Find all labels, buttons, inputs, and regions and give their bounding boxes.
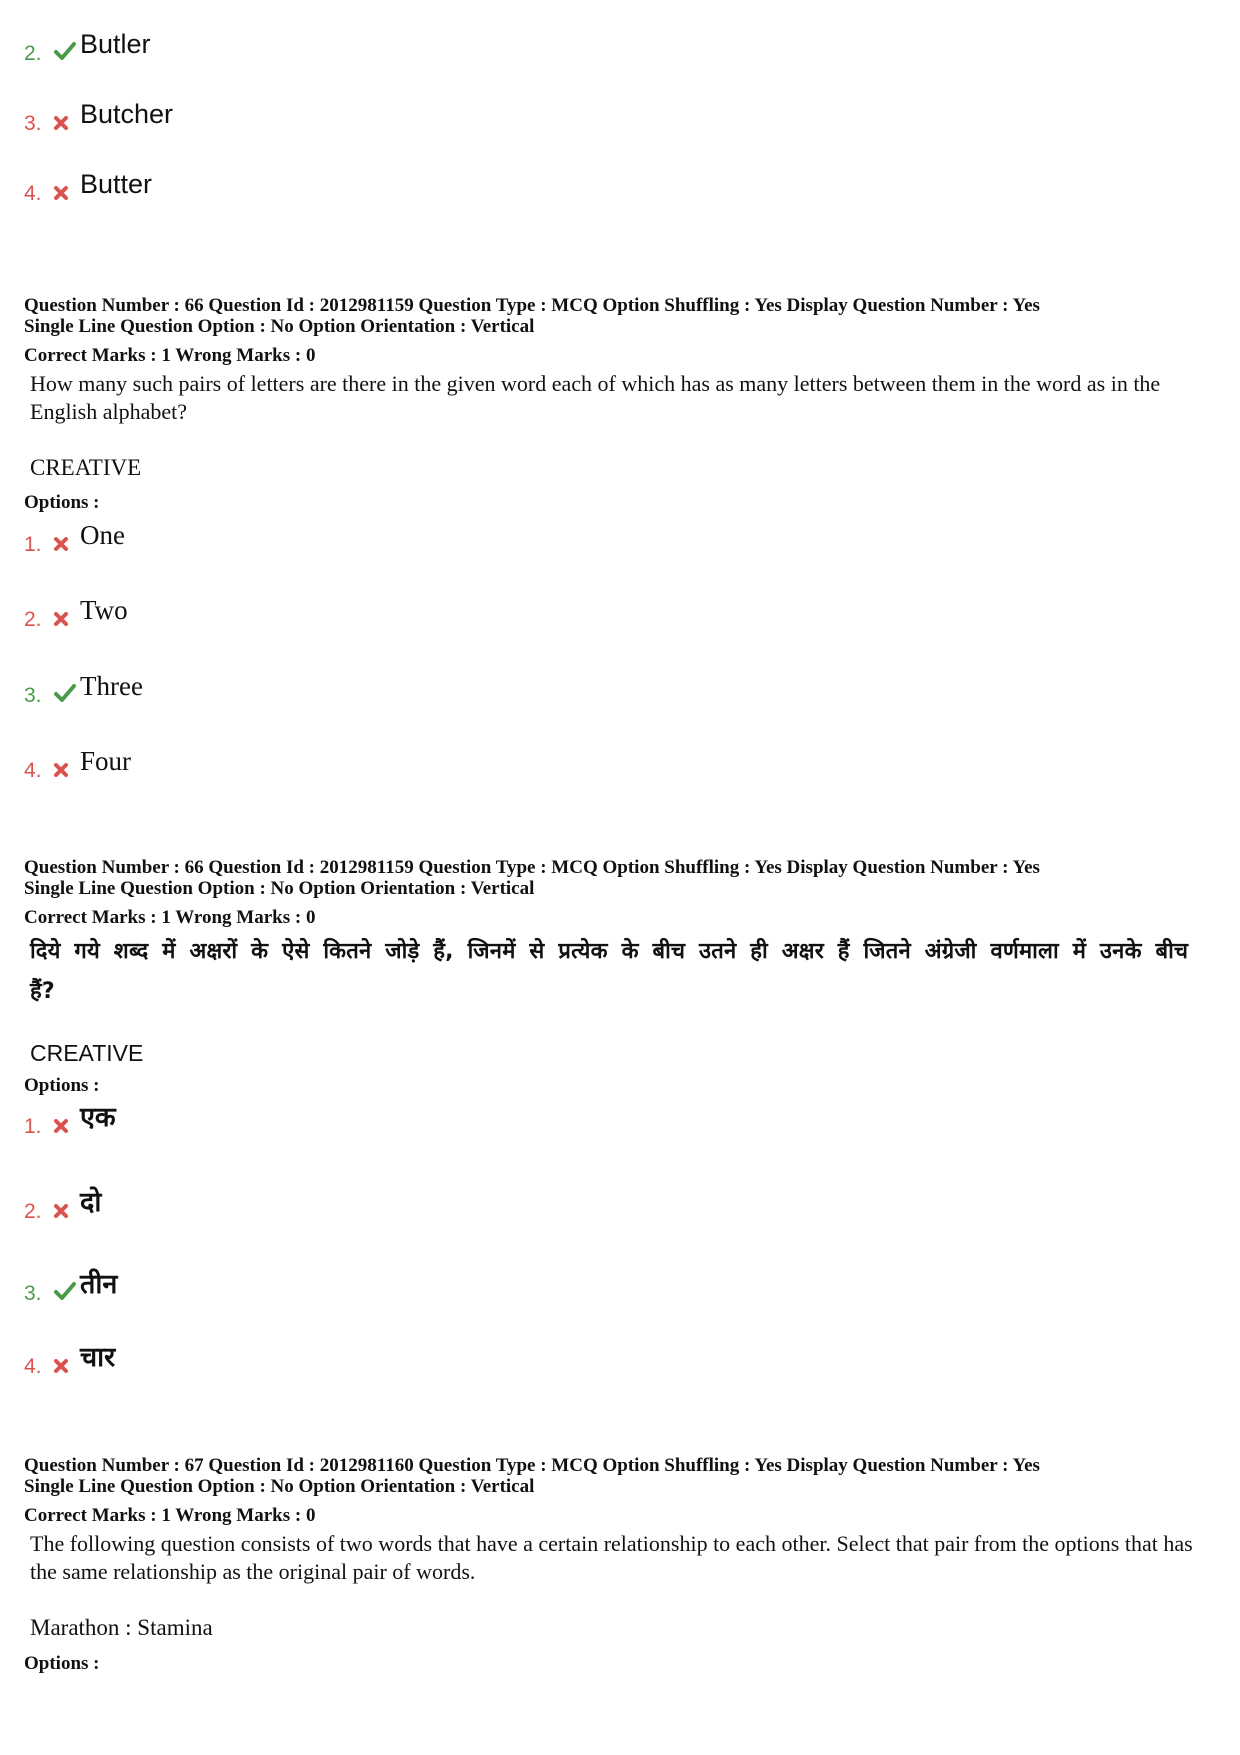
option-text: Butter — [80, 169, 153, 199]
question-meta: Single Line Question Option : No Option Orientation : Vertical — [24, 1476, 535, 1497]
question-text: दिये गये शब्द में अक्षरों के ऐसे कितने जोड़े हैं, जिनमें से प्रत्येक के बीच उतने ही अक्षर हैं जितने अंग्रेजी वर्णमाला में उनके बीच हैं? — [30, 939, 1189, 1004]
cross-icon — [54, 1359, 80, 1377]
option-number: 1. — [24, 1115, 42, 1138]
option-number: 4. — [24, 759, 42, 782]
question-text: The following question consists of two words that have a certain relationship to each other. Select that pair from the options that has the same relationship as the original pair of words. — [30, 1531, 1193, 1584]
option-row — [24, 94, 173, 134]
option-text: Butcher — [80, 99, 174, 129]
cross-icon — [54, 186, 80, 204]
cross-icon — [54, 537, 80, 555]
question-meta: Single Line Question Option : No Option Orientation : Vertical — [24, 316, 535, 337]
cross-icon — [54, 116, 80, 134]
option-row — [24, 666, 143, 706]
option-text: One — [80, 520, 125, 550]
option-text: दो — [80, 1187, 102, 1218]
option-text: Butler — [80, 29, 151, 59]
question-text: How many such pairs of letters are there in the given word each of which has as many letters between them in the word as in the English alphabet? — [30, 371, 1161, 424]
option-text: तीन — [80, 1269, 118, 1300]
cross-icon — [54, 1119, 80, 1137]
option-number: 2. — [24, 1200, 42, 1223]
option-row — [24, 515, 125, 555]
question-marks: Correct Marks : 1 Wrong Marks : 0 — [24, 1505, 316, 1526]
option-row — [24, 1264, 117, 1304]
option-number: 4. — [24, 1355, 42, 1378]
option-text: Three — [80, 671, 143, 701]
option-row — [24, 1097, 116, 1137]
option-row — [24, 1337, 115, 1377]
option-row — [24, 741, 131, 781]
option-number: 2. — [24, 42, 42, 65]
option-row — [24, 1182, 101, 1222]
check-icon — [54, 1282, 80, 1304]
option-text: Two — [80, 595, 128, 625]
option-text: Four — [80, 746, 132, 776]
options-label: Options : — [24, 1075, 100, 1096]
question-word: Marathon : Stamina — [30, 1615, 213, 1640]
option-row — [24, 590, 128, 630]
check-icon — [54, 684, 80, 706]
question-marks: Correct Marks : 1 Wrong Marks : 0 — [24, 907, 316, 928]
question-meta: Question Number : 66 Question Id : 2012981159 Question Type : MCQ Option Shuffling : Yes Display Question Number : Yes — [24, 857, 1040, 878]
option-row — [24, 24, 151, 64]
option-text: चार — [80, 1342, 116, 1373]
option-number: 3. — [24, 684, 42, 707]
question-word: CREATIVE — [30, 455, 142, 480]
question-meta: Single Line Question Option : No Option Orientation : Vertical — [24, 878, 535, 899]
option-number: 3. — [24, 112, 42, 135]
check-icon — [54, 42, 80, 64]
option-row — [24, 164, 152, 204]
cross-icon — [54, 612, 80, 630]
option-number: 1. — [24, 533, 42, 556]
cross-icon — [54, 763, 80, 781]
question-marks: Correct Marks : 1 Wrong Marks : 0 — [24, 345, 316, 366]
options-label: Options : — [24, 1653, 100, 1674]
question-word: CREATIVE — [30, 1040, 144, 1066]
option-number: 4. — [24, 182, 42, 205]
question-meta: Question Number : 67 Question Id : 2012981160 Question Type : MCQ Option Shuffling : Yes Display Question Number : Yes — [24, 1455, 1040, 1476]
option-number: 3. — [24, 1282, 42, 1305]
option-number: 2. — [24, 608, 42, 631]
option-text: एक — [80, 1102, 116, 1133]
question-meta: Question Number : 66 Question Id : 2012981159 Question Type : MCQ Option Shuffling : Yes Display Question Number : Yes — [24, 295, 1040, 316]
cross-icon — [54, 1204, 80, 1222]
options-label: Options : — [24, 492, 100, 513]
